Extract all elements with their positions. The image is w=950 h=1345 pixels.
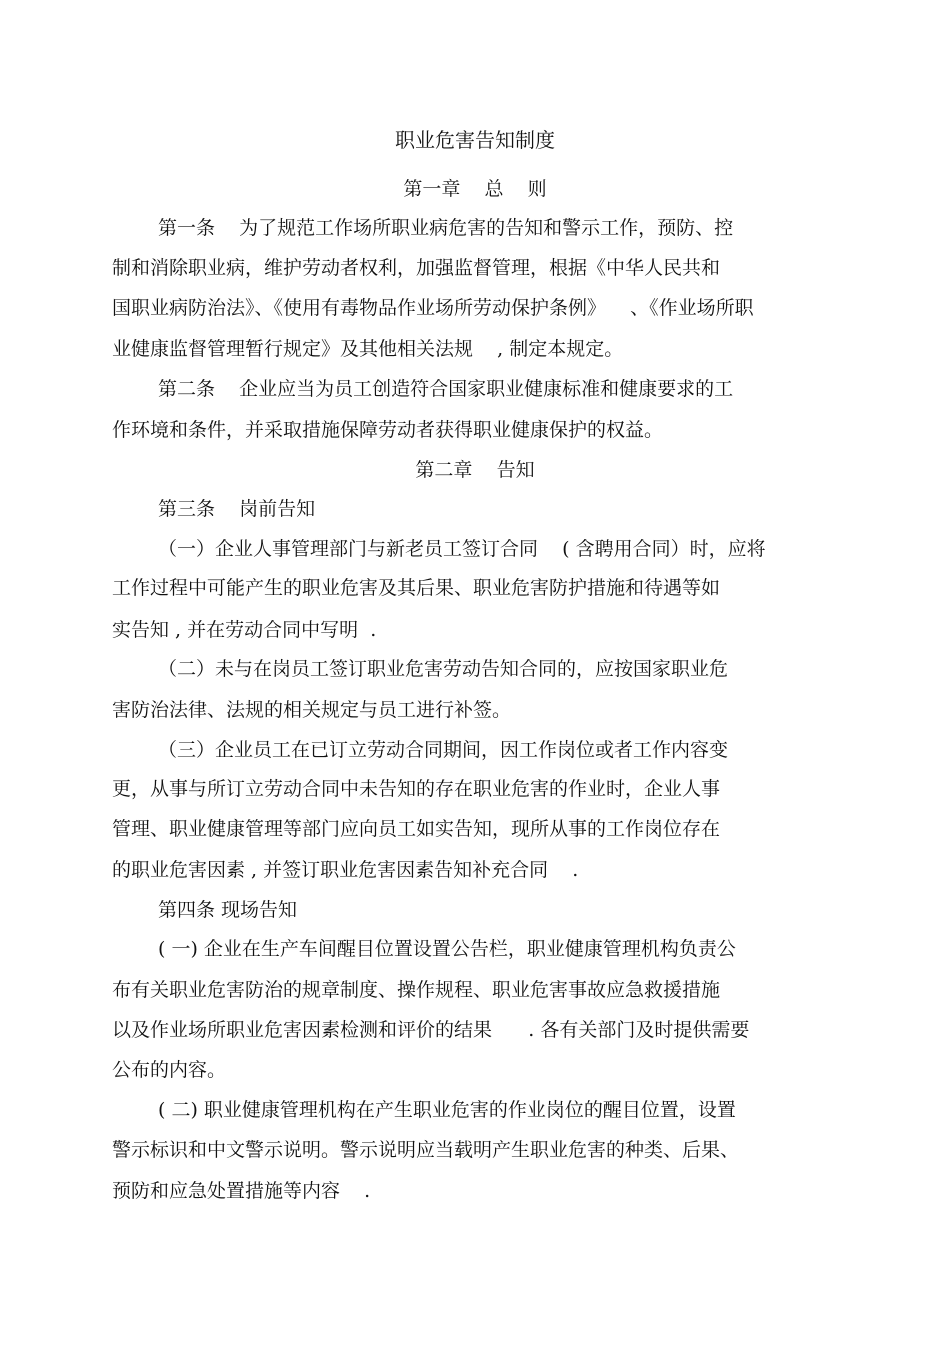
paragraph-line: 工作过程中可能产生的职业危害及其后果、职业危害防护措施和待遇等如 xyxy=(112,577,721,599)
paragraph-line: 的职业危害因素 , 并签订职业危害因素告知补充合同 . xyxy=(112,859,579,881)
paragraph-line: （一）企业人事管理部门与新老员工签订合同 ( 含聘用合同）时，应将 xyxy=(158,538,766,560)
paragraph-line: 预防和应急处置措施等内容 . xyxy=(112,1180,371,1202)
chapter-heading-2: 第二章 告知 xyxy=(415,459,535,481)
document-title: 职业危害告知制度 xyxy=(395,128,555,152)
paragraph-line: 第一条 为了规范工作场所职业病危害的告知和警示工作，预防、控 xyxy=(158,217,734,239)
paragraph-line: 布有关职业危害防治的规章制度、操作规程、职业危害事故应急救援措施 xyxy=(112,979,721,1001)
paragraph-line: 第二条 企业应当为员工创造符合国家职业健康标准和健康要求的工 xyxy=(158,378,734,400)
paragraph-line: 制和消除职业病，维护劳动者权利，加强监督管理，根据《中华人民共和 xyxy=(112,257,721,279)
paragraph-line: ( 一) 企业在生产车间醒目位置设置公告栏，职业健康管理机构负责公 xyxy=(158,938,736,960)
paragraph-line: 业健康监督管理暂行规定》及其他相关法规 , 制定本规定。 xyxy=(112,338,624,360)
paragraph-line: ( 二) 职业健康管理机构在产生职业危害的作业岗位的醒目位置，设置 xyxy=(158,1099,736,1121)
paragraph-line: 作环境和条件，并采取措施保障劳动者获得职业健康保护的权益。 xyxy=(112,419,664,441)
paragraph-line: 管理、职业健康管理等部门应向员工如实告知，现所从事的工作岗位存在 xyxy=(112,818,721,840)
paragraph-line: （三）企业员工在已订立劳动合同期间，因工作岗位或者工作内容变 xyxy=(158,739,729,761)
paragraph-line: （二）未与在岗员工签订职业危害劳动告知合同的，应按国家职业危 xyxy=(158,658,729,680)
paragraph-line: 更，从事与所订立劳动合同中未告知的存在职业危害的作业时，企业人事 xyxy=(112,778,721,800)
paragraph-line: 第三条 岗前告知 xyxy=(158,498,316,520)
paragraph-line: 国职业病防治法》、《使用有毒物品作业场所劳动保护条例》 、《作业场所职 xyxy=(112,297,754,319)
chapter-heading-1: 第一章 总 则 xyxy=(403,178,547,200)
paragraph-line: 第四条 现场告知 xyxy=(158,899,298,921)
paragraph-line: 以及作业场所职业危害因素检测和评价的结果 . 各有关部门及时提供需要 xyxy=(112,1019,750,1041)
paragraph-line: 警示标识和中文警示说明。警示说明应当载明产生职业危害的种类、后果、 xyxy=(112,1139,740,1161)
paragraph-line: 害防治法律、法规的相关规定与员工进行补签。 xyxy=(112,699,512,721)
paragraph-line: 实告知 , 并在劳动合同中写明 . xyxy=(112,619,377,641)
paragraph-line: 公布的内容。 xyxy=(112,1059,227,1081)
